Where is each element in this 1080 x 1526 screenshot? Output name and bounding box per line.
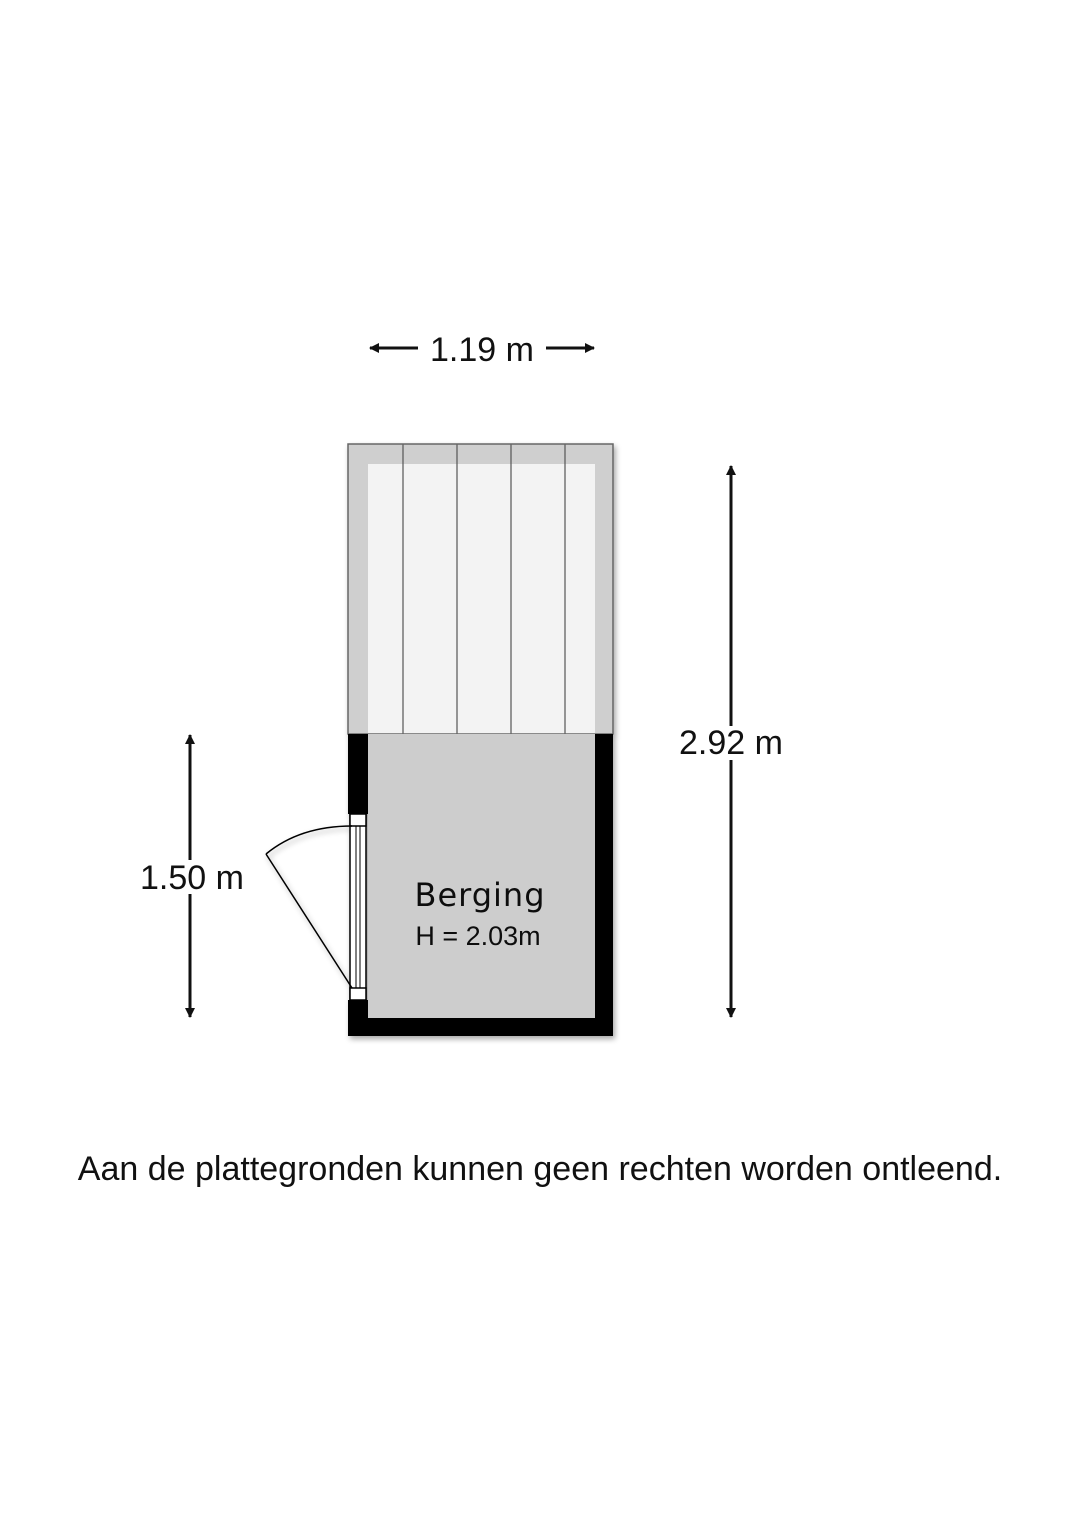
door-leaf — [266, 854, 352, 988]
total-height-label: 2.92 m — [679, 724, 783, 762]
door-swing-arc — [266, 826, 352, 854]
room-name: Berging — [414, 876, 546, 914]
door — [266, 814, 366, 1000]
width-dimension — [370, 331, 594, 369]
total-height-dimension — [679, 466, 783, 1017]
door-side-height-dimension — [140, 735, 244, 1017]
room-ceiling-height: H = 2.03m — [415, 921, 541, 951]
disclaimer-text: Aan de plattegronden kunnen geen rechten worden ontleend. — [77, 1150, 1003, 1188]
door-side-height-label: 1.50 m — [140, 859, 244, 897]
storage-room-plan — [266, 444, 613, 1036]
width-label: 1.19 m — [430, 331, 534, 369]
